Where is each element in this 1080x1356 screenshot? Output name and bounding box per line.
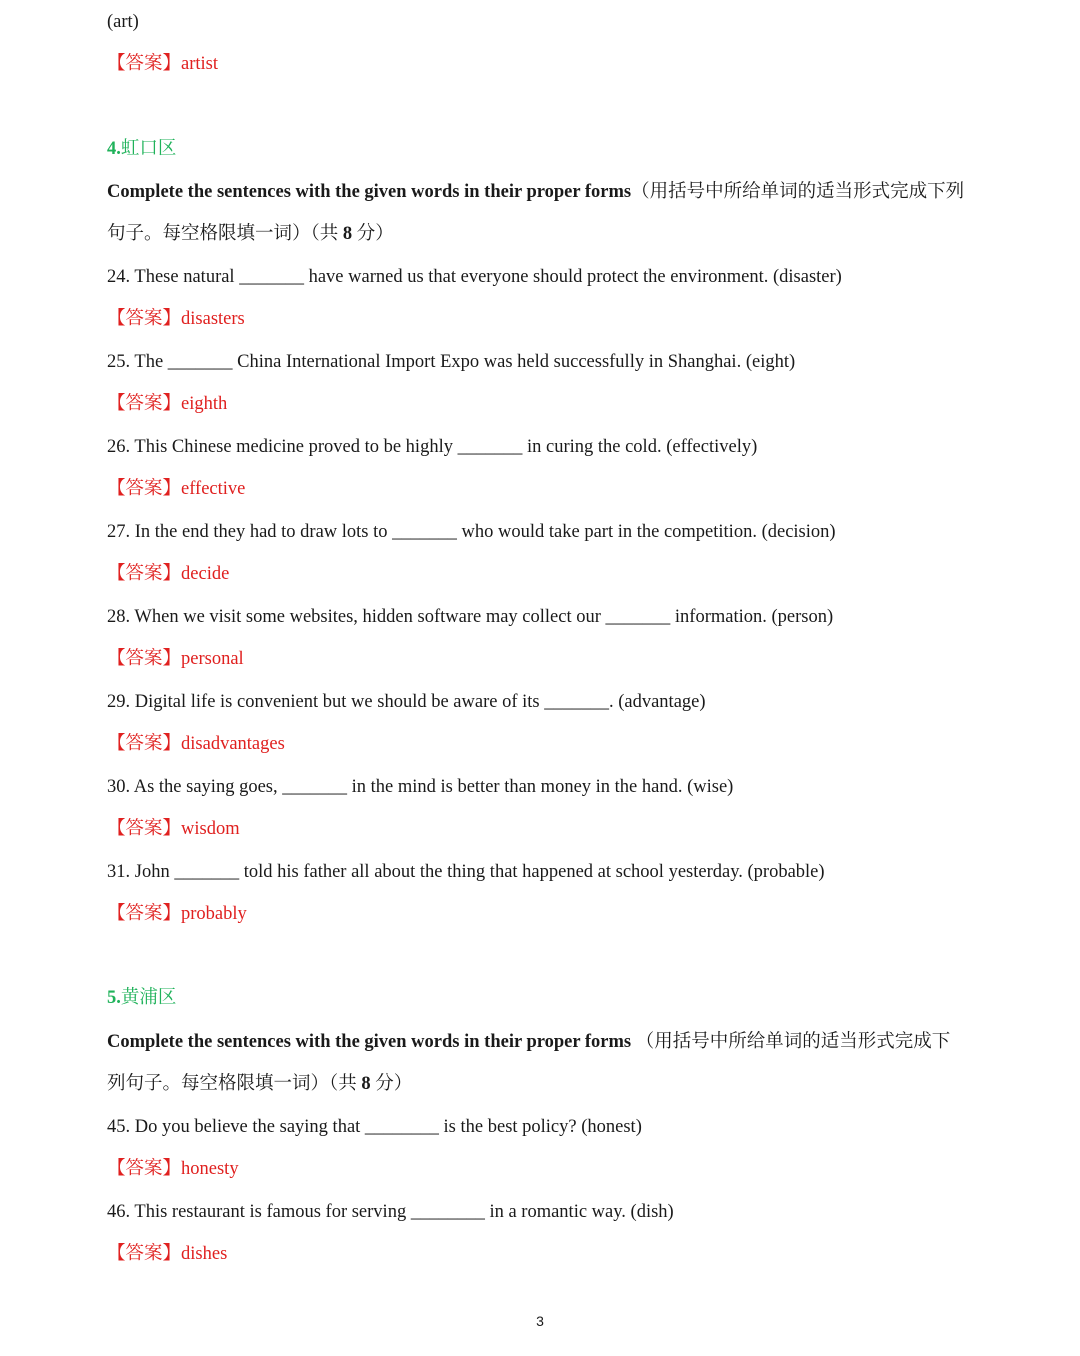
section-instructions bbox=[107, 1030, 950, 1054]
answer-line bbox=[107, 732, 285, 756]
answer-prefix: 【答案】 bbox=[107, 1159, 182, 1179]
answer-line bbox=[107, 647, 244, 671]
answer-text: decide bbox=[181, 564, 230, 584]
question-item bbox=[107, 1200, 674, 1224]
question-text: 28. When we visit some websites, hidden software may collect our _______ information. (person) bbox=[107, 607, 834, 627]
instructions-en: Complete the sentences with the given words in their proper forms bbox=[107, 1032, 632, 1052]
section-district: 黄浦区 bbox=[120, 988, 177, 1008]
question-item bbox=[107, 690, 706, 714]
question-item bbox=[107, 265, 842, 289]
instructions-cn-end: 分） bbox=[352, 224, 394, 244]
answer-line bbox=[107, 52, 218, 76]
question-item bbox=[107, 605, 833, 629]
answer-line bbox=[107, 392, 227, 416]
answer-text: wisdom bbox=[181, 819, 240, 839]
answer-line bbox=[107, 902, 247, 926]
question-item bbox=[107, 775, 733, 799]
question-text: 46. This restaurant is famous for serving ________ in a romantic way. (dish) bbox=[107, 1202, 674, 1222]
answer-text: dishes bbox=[181, 1244, 228, 1264]
section-number: 5. bbox=[107, 988, 121, 1008]
question-text: 29. Digital life is convenient but we should be aware of its _______. (advantage) bbox=[107, 692, 706, 712]
answer-prefix: 【答案】 bbox=[107, 394, 182, 414]
answer-text: disadvantages bbox=[181, 734, 285, 754]
answer-prefix: 【答案】 bbox=[107, 309, 182, 329]
answer-prefix: 【答案】 bbox=[107, 904, 182, 924]
answer-text: honesty bbox=[181, 1159, 239, 1179]
answer-text: effective bbox=[181, 479, 246, 499]
answer-prefix: 【答案】 bbox=[107, 54, 182, 74]
answer-prefix: 【答案】 bbox=[107, 734, 182, 754]
section-instructions-cont bbox=[107, 1072, 412, 1096]
answer-prefix: 【答案】 bbox=[107, 649, 182, 669]
answer-line bbox=[107, 562, 229, 586]
instructions-cn-cont: 句子。每空格限填一词）（共 bbox=[107, 224, 343, 244]
section-number: 4. bbox=[107, 139, 121, 159]
answer-line bbox=[107, 307, 245, 331]
section-district: 虹口区 bbox=[120, 139, 177, 159]
question-text: 45. Do you believe the saying that ________ is the best policy? (honest) bbox=[107, 1117, 642, 1137]
question-text: 25. The _______ China International Import Expo was held successfully in Shanghai. (eight) bbox=[107, 352, 796, 372]
question-text: 31. John _______ told his father all about the thing that happened at school yesterday. (probable) bbox=[107, 862, 825, 882]
question-text: 24. These natural _______ have warned us that everyone should protect the environment. (disaster) bbox=[107, 267, 842, 287]
answer-line bbox=[107, 477, 245, 501]
page-number: 3 bbox=[536, 1313, 544, 1329]
question-text: 26. This Chinese medicine proved to be highly _______ in curing the cold. (effectively) bbox=[107, 437, 758, 457]
instructions-points: 8 bbox=[342, 224, 353, 244]
answer-line bbox=[107, 817, 240, 841]
answer-prefix: 【答案】 bbox=[107, 819, 182, 839]
section-instructions bbox=[107, 180, 964, 204]
instructions-cn-end: 分） bbox=[370, 1074, 413, 1094]
question-item bbox=[107, 860, 825, 884]
instructions-cn: （用括号中所给单词的适当形式完成下 bbox=[631, 1032, 951, 1052]
section-heading bbox=[107, 137, 176, 161]
answer-line bbox=[107, 1242, 227, 1266]
instructions-cn: （用括号中所给单词的适当形式完成下列 bbox=[631, 182, 965, 202]
answer-text: probably bbox=[181, 904, 247, 924]
section-instructions-cont bbox=[107, 222, 394, 246]
question-item bbox=[107, 350, 795, 374]
question-hint bbox=[107, 10, 139, 34]
question-item bbox=[107, 520, 836, 544]
question-item bbox=[107, 435, 757, 459]
answer-prefix: 【答案】 bbox=[107, 479, 182, 499]
instructions-points: 8 bbox=[361, 1074, 371, 1094]
answer-line bbox=[107, 1157, 239, 1181]
section-heading bbox=[107, 986, 176, 1010]
answer-prefix: 【答案】 bbox=[107, 1244, 182, 1264]
question-text: 30. As the saying goes, _______ in the mind is better than money in the hand. (wise) bbox=[107, 777, 734, 797]
instructions-en: Complete the sentences with the given words in their proper forms bbox=[107, 182, 632, 202]
answer-text: personal bbox=[181, 649, 244, 669]
answer-text: disasters bbox=[181, 309, 245, 329]
hint-text: (art) bbox=[107, 12, 139, 32]
answer-prefix: 【答案】 bbox=[107, 564, 182, 584]
question-item bbox=[107, 1115, 642, 1139]
answer-text: eighth bbox=[181, 394, 228, 414]
question-text: 27. In the end they had to draw lots to _______ who would take part in the competition. (decision) bbox=[107, 522, 836, 542]
instructions-cn-cont: 列句子。每空格限填一词）（共 bbox=[107, 1074, 362, 1094]
answer-text: artist bbox=[181, 54, 219, 74]
